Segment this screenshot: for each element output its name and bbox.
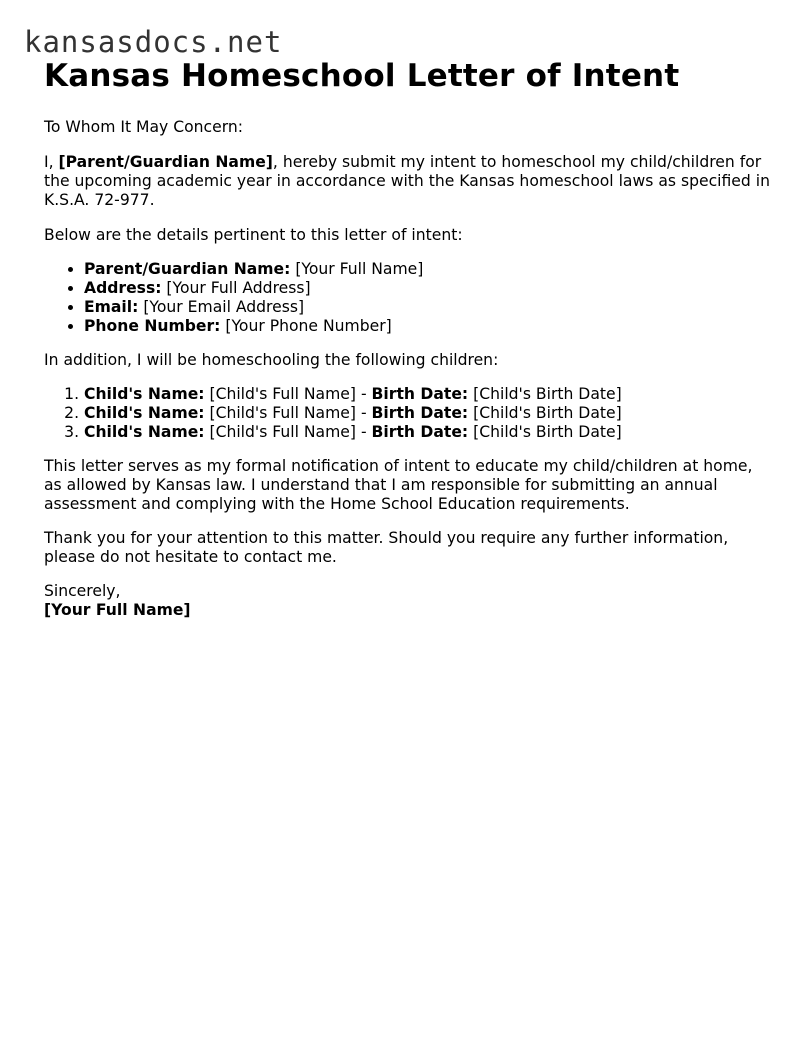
child-name-value: [Child's Full Name] - (204, 404, 372, 422)
intro-suffix: , hereby submit my intent to homeschool my child/children for the upcoming academic year in accordance with the Kansas homeschool laws as specified in K.S.A. 72-977. (44, 153, 770, 209)
page-title: Kansas Homeschool Letter of Intent (44, 58, 680, 94)
detail-label: Address: (84, 279, 162, 297)
birth-date-value: [Child's Birth Date] (468, 404, 622, 422)
birth-date-value: [Child's Birth Date] (468, 385, 622, 403)
children-list (44, 385, 774, 442)
list-item (84, 317, 774, 336)
list-item (84, 279, 774, 298)
detail-value: [Your Full Address] (161, 279, 311, 297)
detail-label: Email: (84, 298, 139, 316)
closing (44, 582, 774, 620)
child-name-label: Child's Name: (84, 385, 205, 403)
birth-date-value: [Child's Birth Date] (468, 423, 622, 441)
details-list (44, 260, 774, 336)
list-item (84, 404, 774, 423)
child-name-label: Child's Name: (84, 423, 205, 441)
intro-prefix: I, (44, 153, 59, 171)
child-name-label: Child's Name: (84, 404, 205, 422)
intro-paragraph (44, 153, 774, 210)
site-watermark: kansasdocs.net (24, 25, 283, 59)
child-name-value: [Child's Full Name] - (204, 423, 372, 441)
greeting: To Whom It May Concern: (44, 118, 243, 136)
signature: [Your Full Name] (44, 601, 191, 619)
closing-text: Sincerely, (44, 582, 121, 600)
birth-date-label: Birth Date: (371, 423, 469, 441)
birth-date-label: Birth Date: (371, 404, 469, 422)
thanks-paragraph: Thank you for your attention to this matter. Should you require any further information, please do not hesitate to contact me. (44, 529, 729, 566)
children-intro: In addition, I will be homeschooling the following children: (44, 351, 499, 369)
list-item (84, 385, 774, 404)
birth-date-label: Birth Date: (371, 385, 469, 403)
detail-value: [Your Phone Number] (220, 317, 392, 335)
detail-value: [Your Email Address] (138, 298, 305, 316)
detail-label: Parent/Guardian Name: (84, 260, 291, 278)
list-item (84, 298, 774, 317)
list-item (84, 423, 774, 442)
detail-label: Phone Number: (84, 317, 221, 335)
parent-name-placeholder: [Parent/Guardian Name] (58, 153, 273, 171)
child-name-value: [Child's Full Name] - (204, 385, 372, 403)
detail-value: [Your Full Name] (290, 260, 424, 278)
notice-paragraph: This letter serves as my formal notification of intent to educate my child/children at home, as allowed by Kansas law. I understand that I am responsible for submitting an annual assessment and complying with the Home School Education requirements. (44, 457, 753, 513)
letter-document (44, 54, 774, 620)
list-item (84, 260, 774, 279)
details-intro: Below are the details pertinent to this letter of intent: (44, 226, 463, 244)
